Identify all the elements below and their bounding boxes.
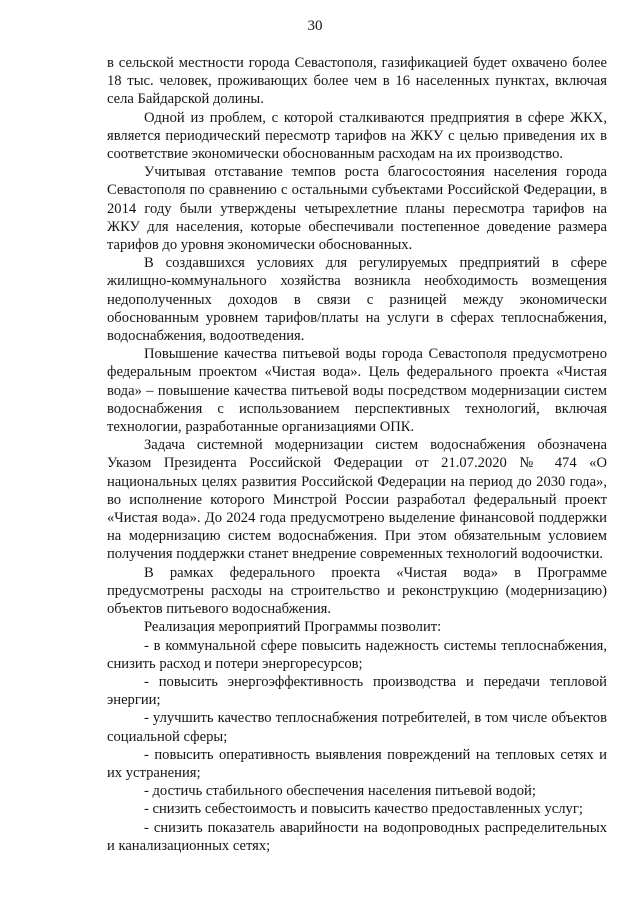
list-item: - улучшить качество теплоснабжения потребителей, в том числе объектов социальной сферы; — [107, 710, 607, 745]
list-item: - в коммунальной сфере повысить надежность системы теплоснабжения, снизить расход и потери энергоресурсов; — [107, 637, 607, 672]
list-item: - повысить оперативность выявления повреждений на тепловых сетях и их устранения; — [107, 746, 607, 781]
list-item: - снизить показатель аварийности на водопроводных распределительных и канализационных сетях; — [107, 819, 607, 854]
paragraph: В рамках федерального проекта «Чистая вода» в Программе предусмотрены расходы на строительство и реконструкцию (модернизацию) объектов питьевого водоснабжения. — [107, 564, 607, 618]
list-item: - повысить энергоэффективность производства и передачи тепловой энергии; — [107, 673, 607, 709]
list-item: - достичь стабильного обеспечения населения питьевой водой; — [144, 783, 536, 800]
paragraph: В создавшихся условиях для регулируемых предприятий в сфере жилищно-коммунального хозяйства возникла необходимость возмещения недополученных доходов в связи с разницей между экономически обоснованным уровнем тарифов/платы на услуги в сферах теплоснабжения, водоснабжения, водоотведения. — [107, 255, 607, 345]
paragraph: Повышение качества питьевой воды города Севастополя предусмотрено федеральным проектом «Чистая вода». Цель федерального проекта «Чистая вода» – повышение качества питьевой воды посредством модернизации систем водоснабжения с использованием перспективных технологий, включая технологии, разработанные организациями ОПК. — [107, 346, 607, 436]
paragraph: Задача системной модернизации систем водоснабжения обозначена Указом Президента Российской Федерации от 21.07.2020 № 474 «О национальных целях развития Российской Федерации на период до 2030 года», во исполнение которого Минстрой России разработал федеральный проект «Чистая вода». До 2024 года предусмотрено выделение финансовой поддержки на модернизацию систем водоснабжения. При этом обязательным условием получения поддержки станет внедрение современных технологий водоочистки. — [107, 437, 607, 563]
paragraph: в сельской местности города Севастополя, газификацией будет охвачено более 18 тыс. человек, проживающих более чем в 16 населенных пунктах, включая села Байдарской долины. — [107, 55, 607, 108]
paragraph: Реализация мероприятий Программы позволит: — [144, 619, 442, 636]
document-body — [107, 54, 607, 855]
page-number: 30 — [307, 18, 323, 34]
list-item: - снизить себестоимость и повысить качество предоставленных услуг; — [144, 801, 583, 818]
paragraph: Одной из проблем, с которой сталкиваются предприятия в сфере ЖКХ, является периодический пересмотр тарифов на ЖКУ с целью приведения их в соответствие экономически обоснованным расходам на их производство. — [107, 109, 607, 163]
paragraph: Учитывая отставание темпов роста благосостояния населения города Севастополя по сравнению с остальными субъектами Российской Федерации, в 2014 году были утверждены четырехлетние планы пересмотра тарифов на ЖКУ для населения, которые обеспечивали постепенное доведение размера тарифов до уровня экономически обоснованных. — [107, 164, 607, 254]
